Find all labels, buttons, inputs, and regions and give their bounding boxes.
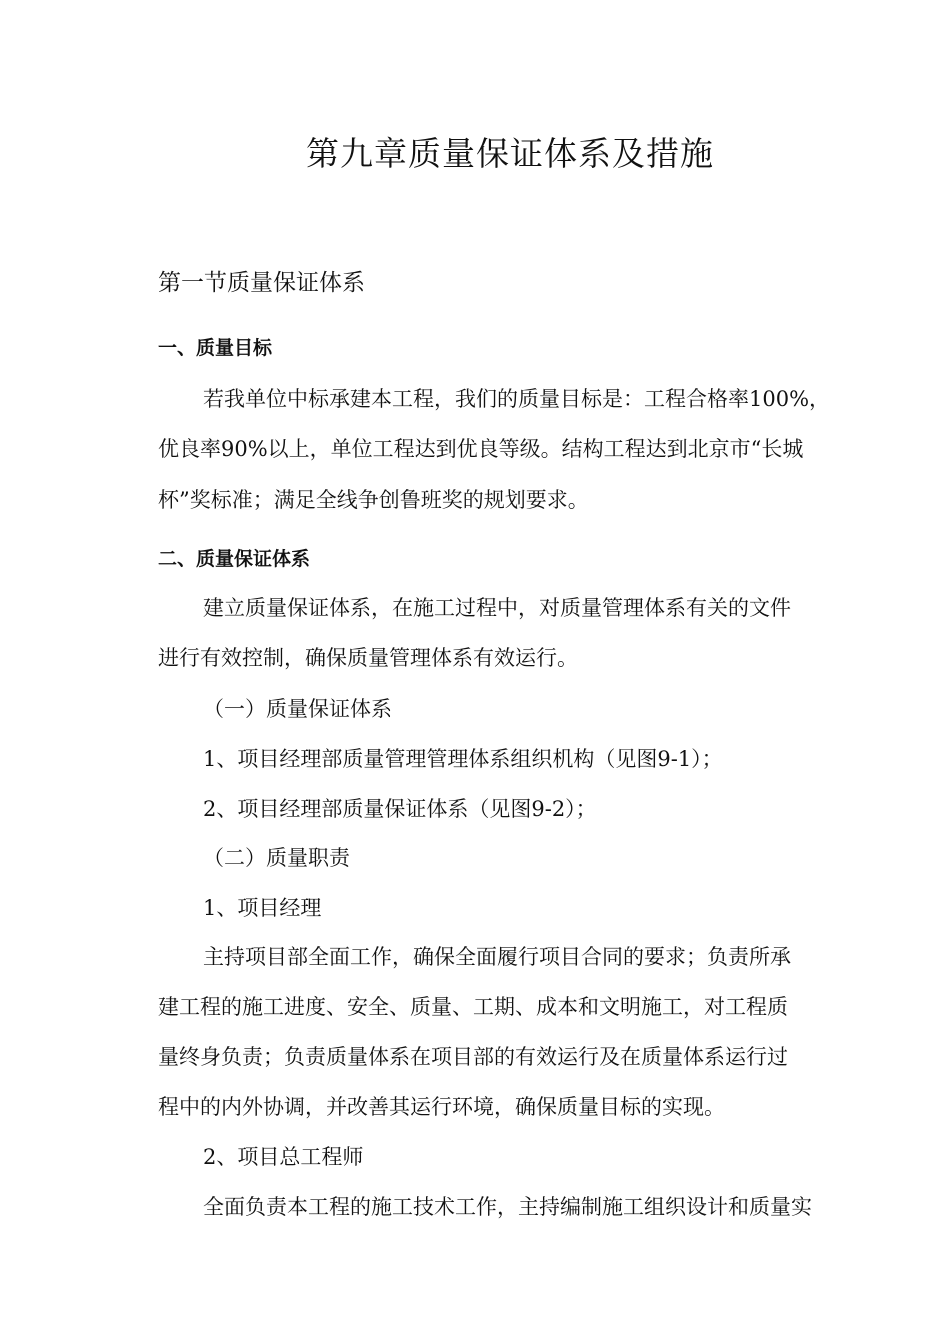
heading-quality-system: 二、质量保证体系 [158,548,311,570]
paragraph-line: 量终身负责；负责质量体系在项目部的有效运行及在质量体系运行过 [158,1045,788,1069]
paragraph-line: 程中的内外协调，并改善其运行环境，确保质量目标的实现。 [158,1095,725,1119]
subheading-quality-system: （一）质量保证体系 [203,697,392,721]
paragraph-line: 主持项目部全面工作，确保全面履行项目合同的要求；负责所承 [203,945,791,969]
paragraph-line: 全面负责本工程的施工技术工作，主持编制施工组织设计和质量实 [203,1195,812,1219]
paragraph-line: 进行有效控制，确保质量管理体系有效运行。 [158,646,578,670]
role-title: 2、项目总工程师 [203,1145,364,1169]
subheading-quality-duties: （二）质量职责 [203,846,350,870]
role-title: 1、项目经理 [203,896,322,920]
paragraph-line: 杯”奖标准；满足全线争创鲁班奖的规划要求。 [158,488,589,512]
list-item: 1、项目经理部质量管理管理体系组织机构（见图9-1）； [203,747,723,771]
paragraph-line: 优良率90%以上，单位工程达到优良等级。结构工程达到北京市“长城 [158,437,804,461]
paragraph-line: 若我单位中标承建本工程，我们的质量目标是：工程合格率100%， [203,387,831,411]
section-title: 第一节质量保证体系 [158,270,365,296]
paragraph-line: 建立质量保证体系，在施工过程中，对质量管理体系有关的文件 [203,596,791,620]
paragraph-line: 建工程的施工进度、安全、质量、工期、成本和文明施工，对工程质 [158,995,788,1019]
chapter-title: 第九章质量保证体系及措施 [306,134,714,173]
heading-quality-goal: 一、质量目标 [158,337,273,359]
list-item: 2、项目经理部质量保证体系（见图9-2）； [203,797,597,821]
